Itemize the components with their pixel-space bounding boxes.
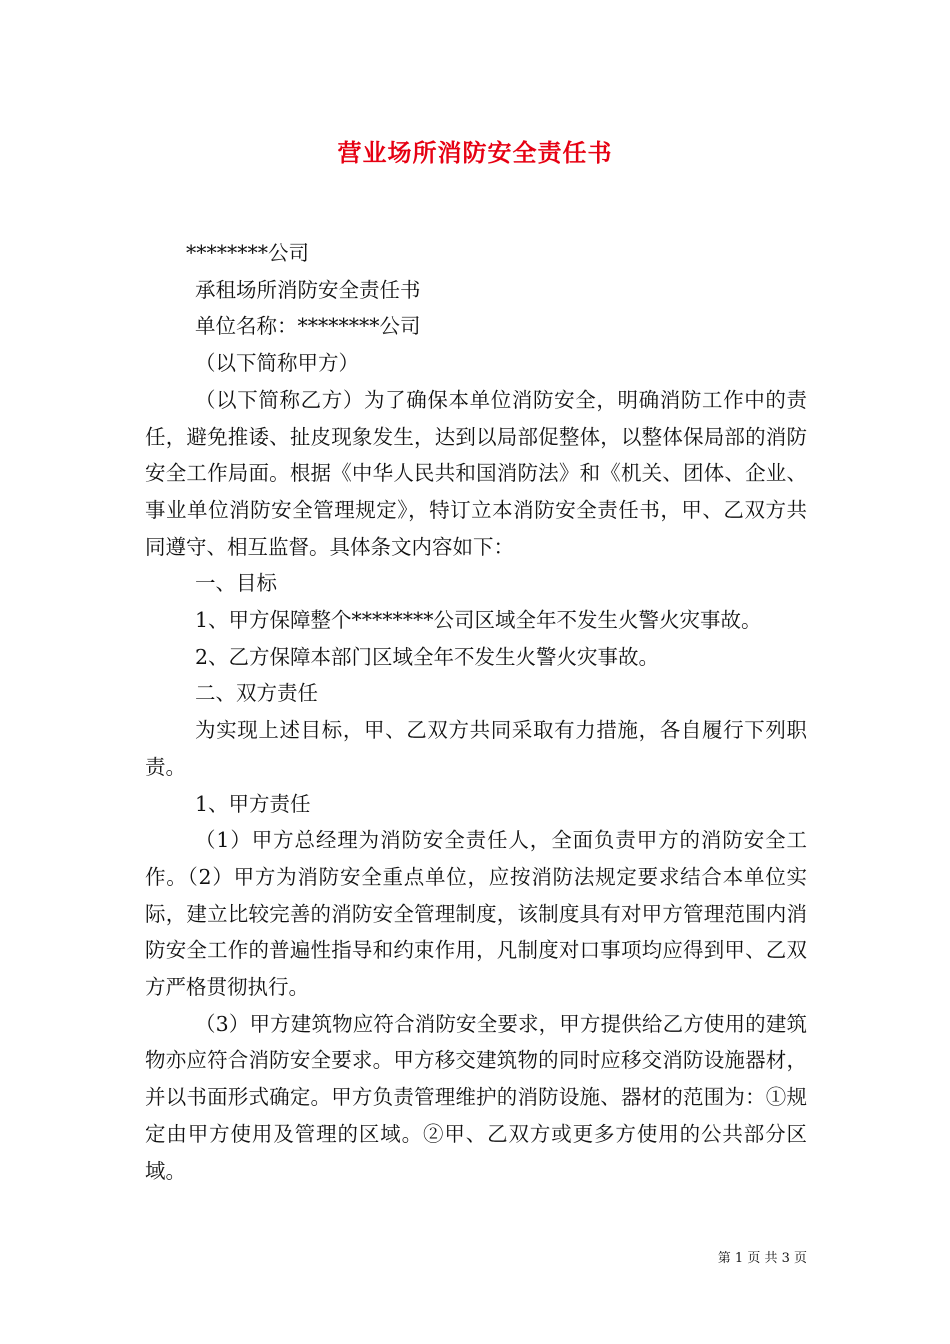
- intro-paragraph: （以下简称乙方）为了确保本单位消防安全，明确消防工作中的责任，避免推诿、扯皮现象发生，达到以局部促整体，以整体保局部的消防安全工作局面。根据《中华人民共和国消防法》和《机关、团体、企业、事业单位消防安全管理规定》，特订立本消防安全责任书，甲、乙双方共同遵守、相互监督。具体条文内容如下：: [145, 387, 807, 559]
- unit-name-line: 单位名称：********公司: [195, 314, 421, 339]
- document-body: [145, 235, 807, 1189]
- subsection-heading-party-a: 1、甲方责任: [195, 791, 311, 816]
- section-heading-responsibility: 二、双方责任: [195, 681, 318, 706]
- page-number: 第 1 页 共 3 页: [717, 1251, 807, 1266]
- subtitle-line: 承租场所消防安全责任书: [195, 277, 421, 302]
- party-a-clause-1-2: （1）甲方总经理为消防安全责任人，全面负责甲方的消防安全工作。（2）甲方为消防安全重点单位，应按消防法规定要求结合本单位实际，建立比较完善的消防安全管理制度，该制度具有对甲方管理范围内消防安全工作的普遍性指导和约束作用，凡制度对口事项均应得到甲、乙双方严格贯彻执行。: [145, 828, 807, 1000]
- goal-item-1: 1、甲方保障整个********公司区域全年不发生火警火灾事故。: [195, 608, 762, 633]
- party-a-clause-3: （3）甲方建筑物应符合消防安全要求，甲方提供给乙方使用的建筑物亦应符合消防安全要求。甲方移交建筑物的同时应移交消防设施器材，并以书面形式确定。甲方负责管理维护的消防设施、器材的范围为：①规定由甲方使用及管理的区域。②甲、乙双方或更多方使用的公共部分区域。: [145, 1011, 807, 1183]
- document-title: 营业场所消防安全责任书: [337, 138, 613, 167]
- company-line: ********公司: [186, 241, 309, 265]
- goal-item-2: 2、乙方保障本部门区域全年不发生火警火灾事故。: [195, 644, 660, 669]
- party-a-line: （以下简称甲方）: [195, 351, 359, 376]
- section-heading-goal: 一、目标: [195, 571, 277, 596]
- responsibility-intro: 为实现上述目标，甲、乙双方共同采取有力措施，各自履行下列职责。: [145, 718, 807, 779]
